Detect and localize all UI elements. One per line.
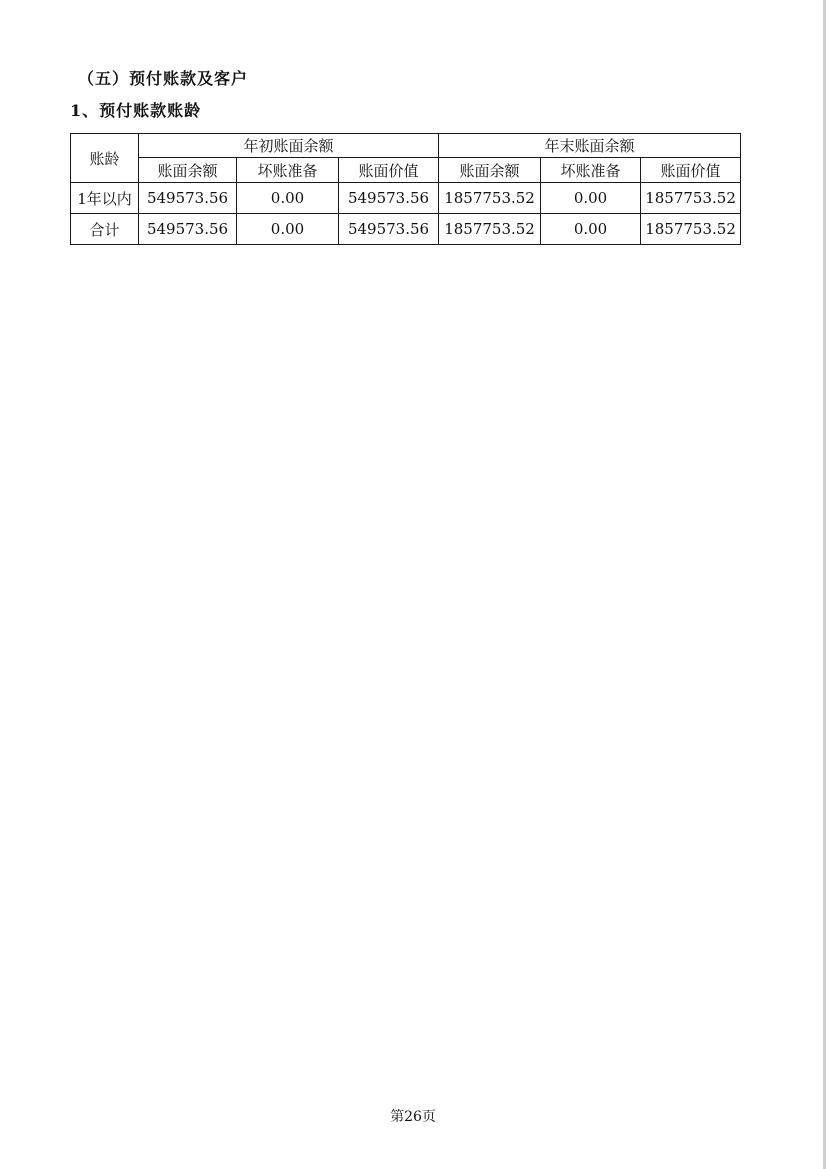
table-cell: 0.00: [237, 183, 339, 214]
table-cell: 549573.56: [139, 214, 237, 245]
table-cell: 0.00: [541, 214, 641, 245]
column-header: 账面余额: [139, 158, 237, 183]
table-cell: 549573.56: [139, 183, 237, 214]
table-header-row: [71, 134, 741, 158]
table-row-total: [71, 214, 741, 245]
closing-balance-header: 年末账面余额: [439, 134, 741, 158]
column-header: 账面余额: [439, 158, 541, 183]
table-row: [71, 183, 741, 214]
table-subheader-row: [71, 158, 741, 183]
column-header: 账面价值: [641, 158, 741, 183]
column-header: 坏账准备: [237, 158, 339, 183]
column-header: 坏账准备: [541, 158, 641, 183]
row-label: 合计: [71, 214, 139, 245]
prepayment-aging-table: [70, 133, 741, 245]
table-cell: 1857753.52: [439, 183, 541, 214]
table-cell: 0.00: [237, 214, 339, 245]
opening-balance-header: 年初账面余额: [139, 134, 439, 158]
table-cell: 1857753.52: [439, 214, 541, 245]
table-cell: 1857753.52: [641, 214, 741, 245]
aging-header-cell: 账龄: [71, 134, 139, 183]
table-cell: 549573.56: [339, 214, 439, 245]
subsection-title: 1、预付账款账龄: [70, 101, 202, 120]
table-cell: 1857753.52: [641, 183, 741, 214]
column-header: 账面价值: [339, 158, 439, 183]
table-cell: 0.00: [541, 183, 641, 214]
section-title: （五）预付账款及客户: [78, 69, 249, 88]
row-label: 1年以内: [71, 183, 139, 214]
table-cell: 549573.56: [339, 183, 439, 214]
page-number: 第26页: [390, 1109, 436, 1125]
